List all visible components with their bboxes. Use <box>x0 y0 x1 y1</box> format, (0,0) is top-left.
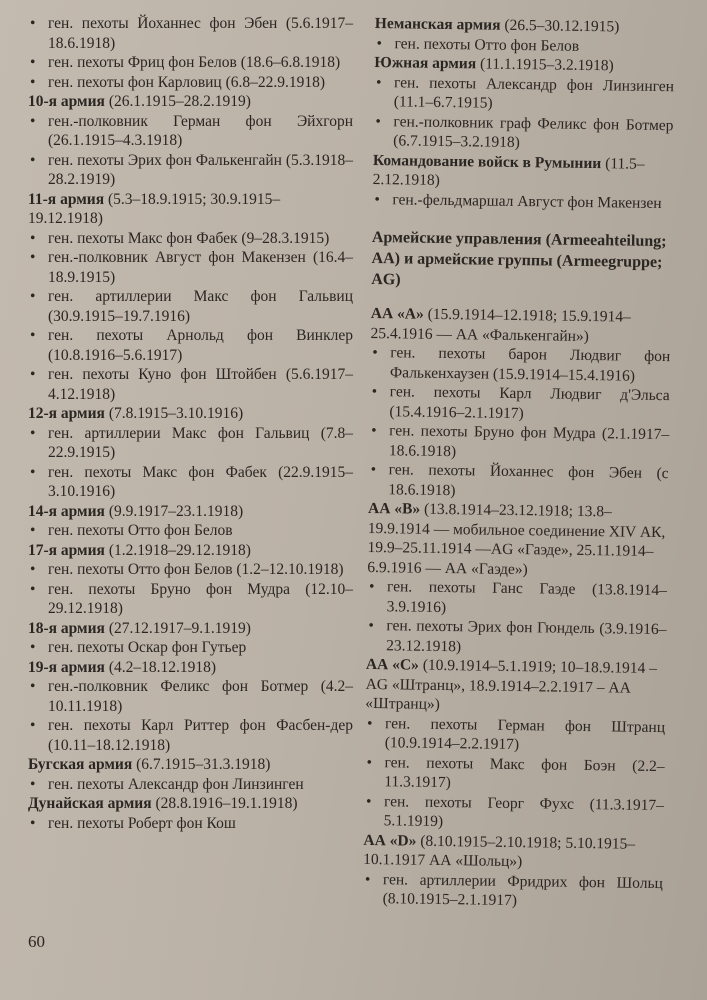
army-dates: (13.8.1914–23.12.1918; 13.8–19.9.1914 — мобильное соединение XIV АК, 19.9–25.11.1914 —AG «Гаэде», 25.11.1914–6.9.1916 — АА «Гаэде») <box>367 500 666 578</box>
commander-entry <box>28 638 353 658</box>
army-dates: (5.3–18.9.1915; 30.9.1915–19.12.1918) <box>28 190 281 227</box>
commander-entry <box>28 560 353 580</box>
army-dates: (10.9.1914–5.1.1919; 10–18.9.1914 – AG «Штранц», 18.9.1914–2.2.1917 – АА «Штранц») <box>365 656 658 713</box>
army-heading <box>367 499 668 581</box>
commander-text: ген. пехоты Бруно фон Мудра (2.1.1917–18.6.1918) <box>388 422 670 460</box>
commander-text: ген. пехоты Йоханнес фон Эбен (с 18.6.1918) <box>388 461 669 499</box>
army-heading <box>28 794 353 814</box>
left-column <box>28 14 353 833</box>
army-heading <box>365 655 666 718</box>
army-dates: (15.9.1914–12.1918; 15.9.1914–25.4.1916 — АА «Фалькенгайн») <box>370 305 631 345</box>
commander-entry <box>365 713 666 756</box>
commander-entry <box>28 53 353 73</box>
commander-text: ген.-полковник граф Феликс фон Ботмер (6.7.1915–3.2.1918) <box>393 112 674 152</box>
commander-text: ген.-полковник Август фон Макензен (16.4–18.9.1915) <box>48 249 353 286</box>
army-name: 19-я армия <box>28 658 105 676</box>
army-dates: (7.8.1915–3.10.1916) <box>108 405 244 422</box>
army-name: 14-я армия <box>28 502 105 520</box>
army-name: Командование войск в Румынии <box>372 151 602 172</box>
commander-text: ген. артиллерии Макс фон Гальвиц (30.9.1915–19.7.1916) <box>48 288 353 325</box>
army-dates: (26.1.1915–28.2.1919) <box>108 93 251 110</box>
army-name: АА «В» <box>367 499 421 518</box>
army-heading <box>28 658 353 678</box>
army-dates: (27.12.1917–9.1.1919) <box>108 619 251 637</box>
commander-text: ген. пехоты Эрих фон Фалькенгайн (5.3.1918–28.2.1919) <box>48 151 353 188</box>
army-name: 17-я армия <box>28 541 105 559</box>
army-name: Неманская армия <box>374 14 501 34</box>
army-dates: (28.8.1916–19.1.1918) <box>155 795 298 812</box>
army-heading <box>370 304 671 347</box>
commander-entry <box>28 14 353 53</box>
commander-text: ген. артиллерии Макс фон Гальвиц (7.8–22.9.1915) <box>48 424 353 461</box>
commander-text: ген. пехоты Герман фон Штранц (10.9.1914–2.2.1917) <box>384 714 666 754</box>
commander-entry <box>28 424 353 463</box>
commander-entry <box>28 521 353 541</box>
army-heading <box>28 92 353 112</box>
commander-entry <box>28 580 353 619</box>
army-dates: (9.9.1917–23.1.1918) <box>108 502 244 520</box>
army-dates: (6.7.1915–31.3.1918) <box>136 756 271 773</box>
commander-text: ген. пехоты Куно фон Штойбен (5.6.1917–4.12.1918) <box>48 366 353 403</box>
commander-text: ген. пехоты Карл Риттер фон Фасбен-дер (10.11–18.12.1918) <box>48 717 353 754</box>
commander-entry <box>28 112 353 151</box>
army-heading <box>28 541 353 561</box>
commander-text: ген. пехоты Александр фон Линзинген (11.1–6.7.1915) <box>393 73 675 112</box>
commander-text: ген. пехоты Отто фон Белов (1.2–12.10.1918) <box>48 561 344 578</box>
army-name: АА «D» <box>363 831 417 850</box>
army-dates: (1.2.1918–29.12.1918) <box>108 541 251 559</box>
commander-text: ген. пехоты Эрих фон Гюндель (3.9.1916–23.12.1918) <box>386 617 667 655</box>
army-name: Дунайская армия <box>28 795 152 812</box>
commander-entry <box>28 326 353 365</box>
section-title: Армейские управления (Armeeahteilung; AA) и армейские группы (Armeegruppe; AG) <box>371 228 667 289</box>
commander-text: ген.-полковник Герман фон Эйхгорн (26.1.1915–4.3.1918) <box>48 112 353 149</box>
commander-entry <box>28 287 353 326</box>
army-heading <box>363 830 664 873</box>
army-dates: (11.1.1915–3.2.1918) <box>479 55 614 75</box>
commander-entry <box>28 229 353 249</box>
commander-text: ген. пехоты Фриц фон Белов (18.6–6.8.1918) <box>48 54 341 71</box>
commander-entry <box>366 616 667 659</box>
commander-text: ген. пехоты Александр фон Линзинген <box>48 775 304 793</box>
army-dates: (11.5–2.12.1918) <box>372 154 645 189</box>
commander-entry <box>28 814 353 834</box>
commander-entry <box>370 343 671 386</box>
commander-entry <box>28 248 353 287</box>
commander-text: ген. артиллерии Фридрих фон Шольц (8.10.1915–2.1.1917) <box>382 870 664 910</box>
commander-text: ген. пехоты Роберт фон Кош <box>48 814 236 832</box>
commander-text: ген.-полковник Феликс фон Ботмер (4.2–10.11.1918) <box>48 678 353 715</box>
army-name: АА «С» <box>365 655 419 674</box>
commander-text: ген. пехоты Арнольд фон Винклер (10.8.1916–5.6.1917) <box>48 327 353 364</box>
army-heading <box>28 755 353 775</box>
army-heading <box>28 502 353 522</box>
commander-entry <box>369 382 670 425</box>
commander-entry <box>28 775 353 795</box>
army-name: 18-я армия <box>28 619 105 637</box>
commander-entry <box>374 72 675 115</box>
commander-entry <box>369 421 670 464</box>
commander-text: ген. пехоты Отто фон Белов <box>48 522 233 539</box>
commander-entry <box>28 73 353 93</box>
commander-entry <box>372 189 672 213</box>
army-heading <box>373 150 674 193</box>
commander-entry <box>373 111 674 154</box>
army-name: Бугская армия <box>28 756 133 773</box>
commander-text: ген. пехоты Ганс Гаэде (13.8.1914–3.9.1916) <box>386 578 668 616</box>
commander-text: ген. пехоты Оскар фон Гутьер <box>48 639 247 656</box>
commander-text: ген. пехоты Карл Людвиг д'Эльса (15.4.1916–2.1.1917) <box>389 383 670 422</box>
army-heading <box>28 404 353 424</box>
commander-entry <box>368 460 669 503</box>
army-dates: (26.5–30.12.1915) <box>504 16 620 36</box>
commander-entry <box>363 869 664 912</box>
commander-text: ген. пехоты Георг Фухс (11.3.1917–5.1.1919) <box>383 792 665 831</box>
commander-entry <box>367 577 668 620</box>
army-name: 11-я армия <box>28 190 105 208</box>
commander-entry <box>28 151 353 190</box>
page-number: 60 <box>28 932 45 951</box>
commander-entry <box>28 463 353 502</box>
army-heading <box>28 619 353 639</box>
commander-text: ген. пехоты Йоханнес фон Эбен (5.6.1917–18.6.1918) <box>48 15 353 52</box>
army-name: АА «А» <box>370 304 424 323</box>
commander-entry <box>28 716 353 755</box>
commander-entry <box>28 677 353 716</box>
commander-entry <box>28 365 353 404</box>
commander-text: ген. пехоты Бруно фон Мудра (12.10–29.12.1918) <box>48 580 353 617</box>
commander-text: ген. пехоты барон Людвиг фон Фалькенхаузен (15.9.1914–15.4.1916) <box>389 344 671 385</box>
army-name: 12-я армия <box>28 405 105 422</box>
army-name: Южная армия <box>374 53 477 73</box>
army-dates: (8.10.1915–2.10.1918; 5.10.1915–10.1.1917 АА «Шольц») <box>363 832 636 871</box>
commander-text: ген.-фельдмаршал Август фон Макензен <box>392 190 662 212</box>
commander-entry <box>374 33 674 57</box>
commander-text: ген. пехоты Макс фон Боэн (2.2–11.3.1917) <box>384 753 665 792</box>
right-column <box>363 14 675 913</box>
commander-entry <box>364 752 665 795</box>
commander-text: ген. пехоты Отто фон Белов <box>394 34 580 55</box>
army-dates: (4.2–18.12.1918) <box>108 658 217 676</box>
commander-text: ген. пехоты Макс фон Фабек (9–28.3.1915) <box>48 229 330 247</box>
commander-text: ген. пехоты Макс фон Фабек (22.9.1915–3.10.1916) <box>48 463 353 500</box>
commander-text: ген. пехоты фон Карловиц (6.8–22.9.1918) <box>48 73 326 91</box>
commander-entry <box>364 791 665 834</box>
army-heading <box>28 190 353 229</box>
army-name: 10-я армия <box>28 93 105 110</box>
